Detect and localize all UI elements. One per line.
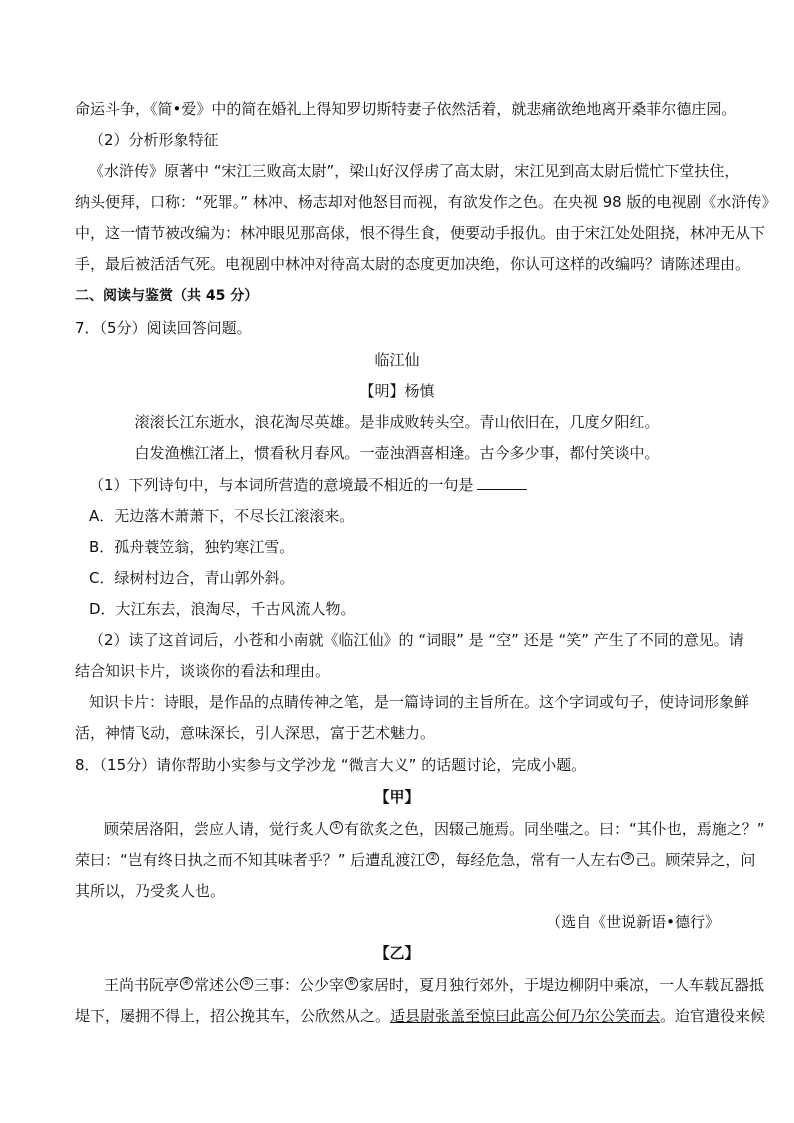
text-run: 。迨官遣役来候 <box>660 1007 766 1025</box>
option-a: A．无边落木萧萧下，不尽长江滚滚来。 <box>89 507 355 525</box>
passage-label-jia: 【甲】 <box>374 788 420 806</box>
answer-blank <box>477 475 527 490</box>
text-line: 活，神情飞动，意味深长，引人深思，富于艺术魅力。 <box>75 724 436 742</box>
subquestion-heading: （2）分析形象特征 <box>89 131 219 149</box>
option-c: C．绿树村边合，青山郭外斜。 <box>89 569 295 587</box>
question-heading: 7．（5分）阅读回答问题。 <box>75 319 252 337</box>
text-line: 中，这一情节被改编为：林冲眼见那高俅，恨不得生食，便要动手报仇。由于宋江处处阻挠，林冲无从下 <box>75 224 766 242</box>
text-run: 常述公 <box>194 976 240 994</box>
footnote-marker: ② <box>426 852 439 865</box>
text-line <box>75 850 755 870</box>
poem-title: 临江仙 <box>374 351 420 369</box>
source-citation: （选自《世说新语•德行》 <box>546 913 720 931</box>
text-line: （2）读了这首词后，小苍和小南就《临江仙》的 “词眼” 是 “空” 还是 “笑” 产生了不同的意见。请 <box>89 631 744 649</box>
footnote-marker: ⑤ <box>240 977 253 990</box>
footnote-marker: ④ <box>180 977 193 990</box>
text-line: 其所以，乃受炙人也。 <box>75 882 226 900</box>
poem-author: 【明】杨慎 <box>359 382 435 400</box>
section-heading: 二、阅读与鉴赏（共 45 分） <box>75 288 259 304</box>
footnote-marker: ⑥ <box>345 977 358 990</box>
question-heading: 8．（15分）请你帮助小实参与文学沙龙 “微言大义” 的话题讨论，完成小题。 <box>75 756 587 774</box>
text-line <box>75 1006 765 1026</box>
text-run: 有欲炙之色，因辍己施焉。同坐嗤之。曰：“其仆也，焉施之？” <box>344 820 765 838</box>
text-line: 《水浒传》原著中 “宋江三败高太尉”，梁山好汉俘虏了高太尉，宋江见到高太尉后慌忙下堂扶住， <box>89 162 740 180</box>
text-run: 三事：公少宰 <box>254 976 345 994</box>
text-line: 纳头便拜，口称：“死罪。” 林冲、杨志却对他怒目而视，有欲发作之色。在央视 98 版的电视剧《水浒传》 <box>75 193 777 211</box>
subquestion-text: （1）下列诗句中，与本词所营造的意境最不相近的一句是 <box>89 476 474 494</box>
text-run: 王尚书阮亭 <box>104 976 180 994</box>
option-b: B．孤舟蓑笠翁，独钓寒江雪。 <box>89 538 295 556</box>
footnote-marker: ③ <box>621 852 634 865</box>
text-run: 顾荣居洛阳，尝应人请，觉行炙人 <box>104 820 330 838</box>
text-line: 手，最后被活活气死。电视剧中林冲对待高太尉的态度更加决绝，你认可这样的改编吗？请陈述理由。 <box>75 255 751 273</box>
poem-line: 白发渔樵江渚上，惯看秋月春风。一壶浊酒喜相逢。古今多少事，都付笑谈中。 <box>134 444 660 462</box>
text-line: 命运斗争，《简•爱》中的简在婚礼上得知罗切斯特妻子依然活着，就悲痛欲绝地离开桑菲尔德庄园。 <box>75 100 737 118</box>
subquestion <box>89 475 527 495</box>
text-line <box>104 819 765 839</box>
text-run: 家居时，夏月独行郊外，于堤边柳阴中乘凉，一人车载瓦器抵 <box>359 976 765 994</box>
text-line <box>104 975 764 995</box>
text-run: 堤下，屡拥不得上，招公挽其车，公欣然从之。 <box>75 1007 391 1025</box>
knowledge-card: 知识卡片：诗眼，是作品的点睛传神之笔，是一篇诗词的主旨所在。这个字词或句子，使诗词形象鲜 <box>89 693 750 711</box>
underlined-sentence: 适县尉张盖至惊曰此高公何乃尔公笑而去 <box>390 1007 661 1025</box>
text-run: ，每经危急，常有一人左右 <box>440 851 621 869</box>
text-run: 荣曰：“岂有终日执之而不知其味者乎？” 后遭乱渡江 <box>75 851 426 869</box>
text-run: 己。顾荣异之，问 <box>635 851 756 869</box>
poem-line: 滚滚长江东逝水，浪花淘尽英雄。是非成败转头空。青山依旧在，几度夕阳红。 <box>134 413 660 431</box>
option-d: D．大江东去，浪淘尽，千古风流人物。 <box>89 600 356 618</box>
passage-label-yi: 【乙】 <box>374 944 420 962</box>
text-line: 结合知识卡片，谈谈你的看法和理由。 <box>75 662 331 680</box>
footnote-marker: ① <box>330 821 343 834</box>
